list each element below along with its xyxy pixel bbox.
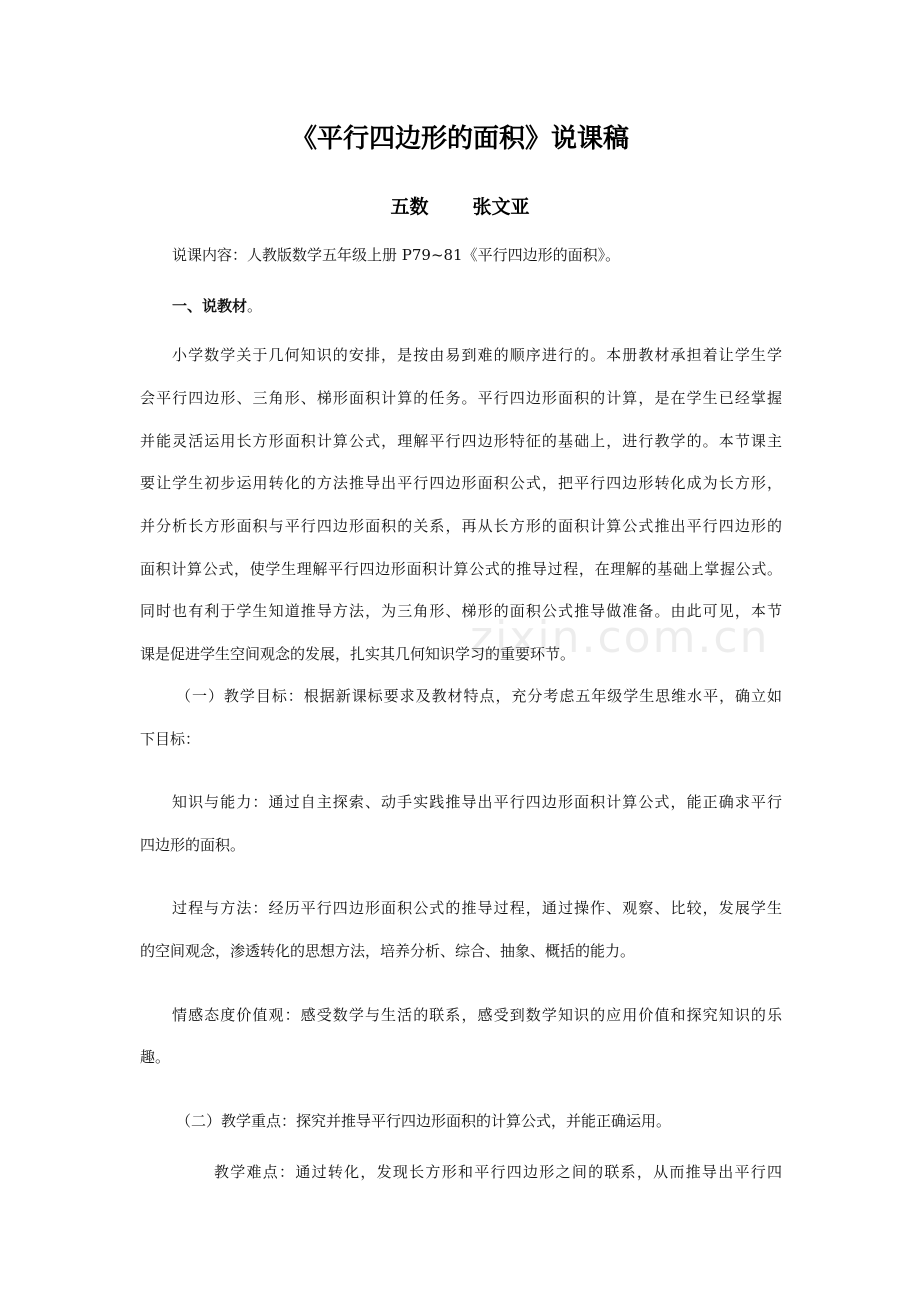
paragraph-line: 会平行四边形、三角形、梯形面积计算的任务。平行四边形面积的计算，是在学生已经掌握 [140, 389, 782, 407]
process-line: 的空间观念，渗透转化的思想方法，培养分析、综合、抽象、概括的能力。 [140, 942, 636, 960]
section-heading-punct: 。 [247, 297, 263, 315]
paragraph-line: 同时也有利于学生知道推导方法，为三角形、梯形的面积公式推导做准备。由此可见，本节 [140, 602, 782, 620]
section-heading [172, 295, 782, 316]
paragraph-line: 并能灵活运用长方形面积计算公式，理解平行四边形特征的基础上，进行教学的。本节课主 [140, 432, 782, 450]
knowledge-line: 知识与能力：通过自主探索、动手实践推导出平行四边形面积计算公式，能正确求平行 [172, 793, 782, 811]
difficulty-line: 教学难点：通过转化，发现长方形和平行四边形之间的联系，从而推导出平行四 [214, 1163, 782, 1181]
emotion-line: 趣。 [140, 1048, 171, 1066]
paragraph-line: 并分析长方形面积与平行四边形面积的关系，再从长方形的面积计算公式推出平行四边形的 [140, 517, 782, 535]
author-name: 张文亚 [472, 196, 530, 218]
author-line [0, 192, 920, 219]
knowledge-line: 四边形的面积。 [140, 836, 246, 854]
paragraph-line: 面积计算公式，使学生理解平行四边形面积计算公式的推导过程，在理解的基础上掌握公式。 [140, 560, 782, 578]
document-title: 《平行四边形的面积》说课稿 [290, 124, 629, 154]
lesson-content-line: 说课内容：人教版数学五年级上册 P79~81《平行四边形的面积》。 [172, 246, 621, 264]
paragraph-line: 小学数学关于几何知识的安排，是按由易到难的顺序进行的。本册教材承担着让学生学 [172, 346, 782, 364]
paragraph-line: 课是促进学生空间观念的发展，扎实其几何知识学习的重要环节。 [140, 645, 576, 663]
key-point-line: （二）教学重点：探究并推导平行四边形面积的计算公式，并能正确运用。 [176, 1112, 672, 1130]
process-line: 过程与方法：经历平行四边形面积公式的推导过程，通过操作、观察、比较，发展学生 [172, 899, 782, 917]
paragraph-line: 要让学生初步运用转化的方法推导出平行四边形面积公式，把平行四边形转化成为长方形， [140, 474, 782, 492]
emotion-line: 情感态度价值观：感受数学与生活的联系，感受到数学知识的应用价值和探究知识的乐 [172, 1006, 782, 1024]
watermark: zixin.com.cn [470, 612, 770, 663]
author-grade: 五数 [390, 196, 429, 218]
goals-line: （一）教学目标：根据新课标要求及教材特点，充分考虑五年级学生思维水平，确立如 [176, 687, 782, 705]
goals-line: 下目标： [140, 730, 201, 748]
section-heading-text: 一、说教材 [172, 297, 248, 315]
